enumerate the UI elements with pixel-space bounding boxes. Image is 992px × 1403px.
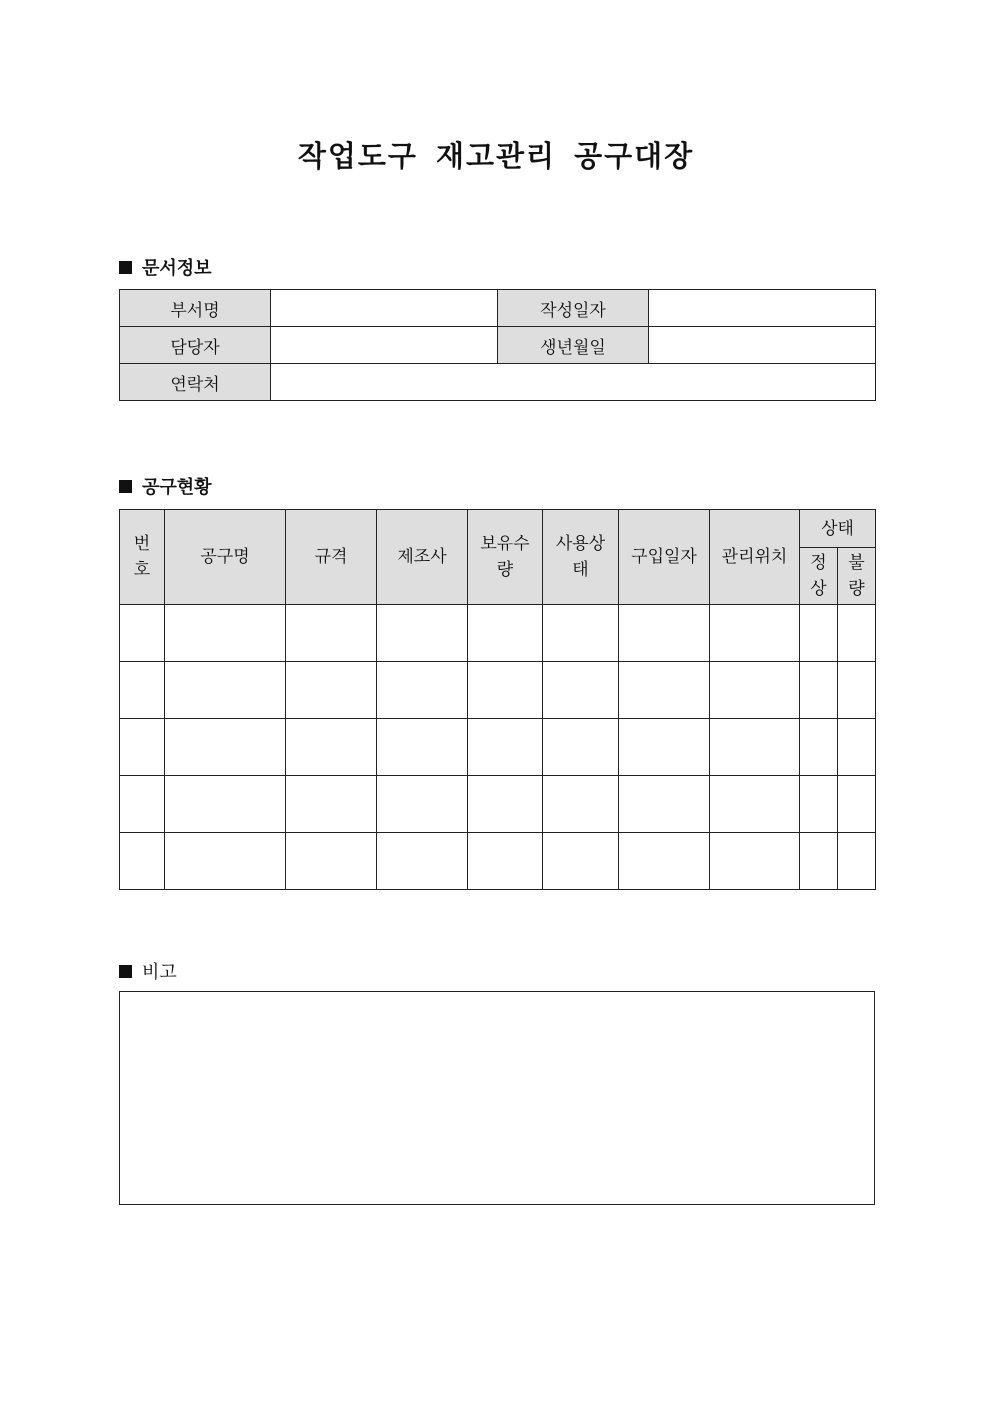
- document-title: 작업도구 재고관리 공구대장: [297, 139, 695, 173]
- contact-label: 연락처: [120, 364, 271, 401]
- remarks-heading-text: 비고: [142, 962, 177, 983]
- dept-label: 부서명: [120, 290, 271, 327]
- cell[interactable]: [838, 605, 876, 662]
- cell[interactable]: [165, 605, 286, 662]
- cell[interactable]: [468, 662, 543, 719]
- table-row: [120, 719, 876, 776]
- cell[interactable]: [710, 662, 800, 719]
- cell[interactable]: [286, 605, 377, 662]
- cell[interactable]: [120, 662, 165, 719]
- cell[interactable]: [377, 776, 468, 833]
- cell[interactable]: [286, 719, 377, 776]
- doc-info-table: [119, 289, 876, 401]
- tools-heading-text: 공구현황: [142, 477, 212, 498]
- col-header-status: 상태: [800, 510, 876, 548]
- col-header-no: 번 호: [120, 510, 165, 605]
- cell[interactable]: [619, 776, 710, 833]
- birth-label: 생년월일: [498, 327, 649, 364]
- cell[interactable]: [838, 776, 876, 833]
- date-label: 작성일자: [498, 290, 649, 327]
- cell[interactable]: [165, 833, 286, 890]
- manager-field[interactable]: [271, 327, 498, 364]
- cell[interactable]: [800, 662, 838, 719]
- col-header-maker: 제조사: [377, 510, 468, 605]
- cell[interactable]: [543, 719, 619, 776]
- bullet-square-icon: [119, 480, 132, 493]
- cell[interactable]: [468, 776, 543, 833]
- cell[interactable]: [710, 833, 800, 890]
- cell[interactable]: [120, 776, 165, 833]
- cell[interactable]: [377, 605, 468, 662]
- cell[interactable]: [468, 605, 543, 662]
- table-row: [120, 605, 876, 662]
- cell[interactable]: [710, 605, 800, 662]
- remarks-field[interactable]: [119, 991, 875, 1205]
- cell[interactable]: [377, 662, 468, 719]
- cell[interactable]: [800, 719, 838, 776]
- cell[interactable]: [468, 719, 543, 776]
- cell[interactable]: [286, 662, 377, 719]
- cell[interactable]: [120, 605, 165, 662]
- cell[interactable]: [619, 605, 710, 662]
- remarks-heading: [119, 958, 177, 984]
- cell[interactable]: [377, 833, 468, 890]
- cell[interactable]: [543, 662, 619, 719]
- cell[interactable]: [165, 719, 286, 776]
- cell[interactable]: [120, 719, 165, 776]
- cell[interactable]: [165, 662, 286, 719]
- tools-heading: [119, 473, 212, 499]
- dept-field[interactable]: [271, 290, 498, 327]
- cell[interactable]: [543, 833, 619, 890]
- cell[interactable]: [619, 833, 710, 890]
- table-row: [120, 833, 876, 890]
- col-header-name: 공구명: [165, 510, 286, 605]
- col-header-purchase-date: 구입일자: [619, 510, 710, 605]
- cell[interactable]: [619, 662, 710, 719]
- cell[interactable]: [619, 719, 710, 776]
- cell[interactable]: [120, 833, 165, 890]
- cell[interactable]: [838, 833, 876, 890]
- cell[interactable]: [800, 833, 838, 890]
- bullet-square-icon: [119, 261, 132, 274]
- col-header-spec: 규격: [286, 510, 377, 605]
- bullet-square-icon: [119, 965, 132, 978]
- cell[interactable]: [286, 776, 377, 833]
- doc-info-heading: [119, 254, 212, 280]
- cell[interactable]: [710, 719, 800, 776]
- col-header-normal: 정 상: [800, 548, 838, 605]
- col-header-usage: 사용상 태: [543, 510, 619, 605]
- cell[interactable]: [838, 662, 876, 719]
- cell[interactable]: [838, 719, 876, 776]
- cell[interactable]: [468, 833, 543, 890]
- col-header-qty: 보유수 량: [468, 510, 543, 605]
- contact-field[interactable]: [271, 364, 876, 401]
- cell[interactable]: [165, 776, 286, 833]
- col-header-location: 관리위치: [710, 510, 800, 605]
- tools-table: [119, 509, 876, 890]
- manager-label: 담당자: [120, 327, 271, 364]
- cell[interactable]: [800, 605, 838, 662]
- table-row: [120, 776, 876, 833]
- cell[interactable]: [710, 776, 800, 833]
- cell[interactable]: [286, 833, 377, 890]
- col-header-defect: 불 량: [838, 548, 876, 605]
- date-field[interactable]: [649, 290, 876, 327]
- birth-field[interactable]: [649, 327, 876, 364]
- cell[interactable]: [377, 719, 468, 776]
- table-row: [120, 662, 876, 719]
- cell[interactable]: [543, 776, 619, 833]
- cell[interactable]: [543, 605, 619, 662]
- doc-info-heading-text: 문서정보: [142, 258, 212, 279]
- cell[interactable]: [800, 776, 838, 833]
